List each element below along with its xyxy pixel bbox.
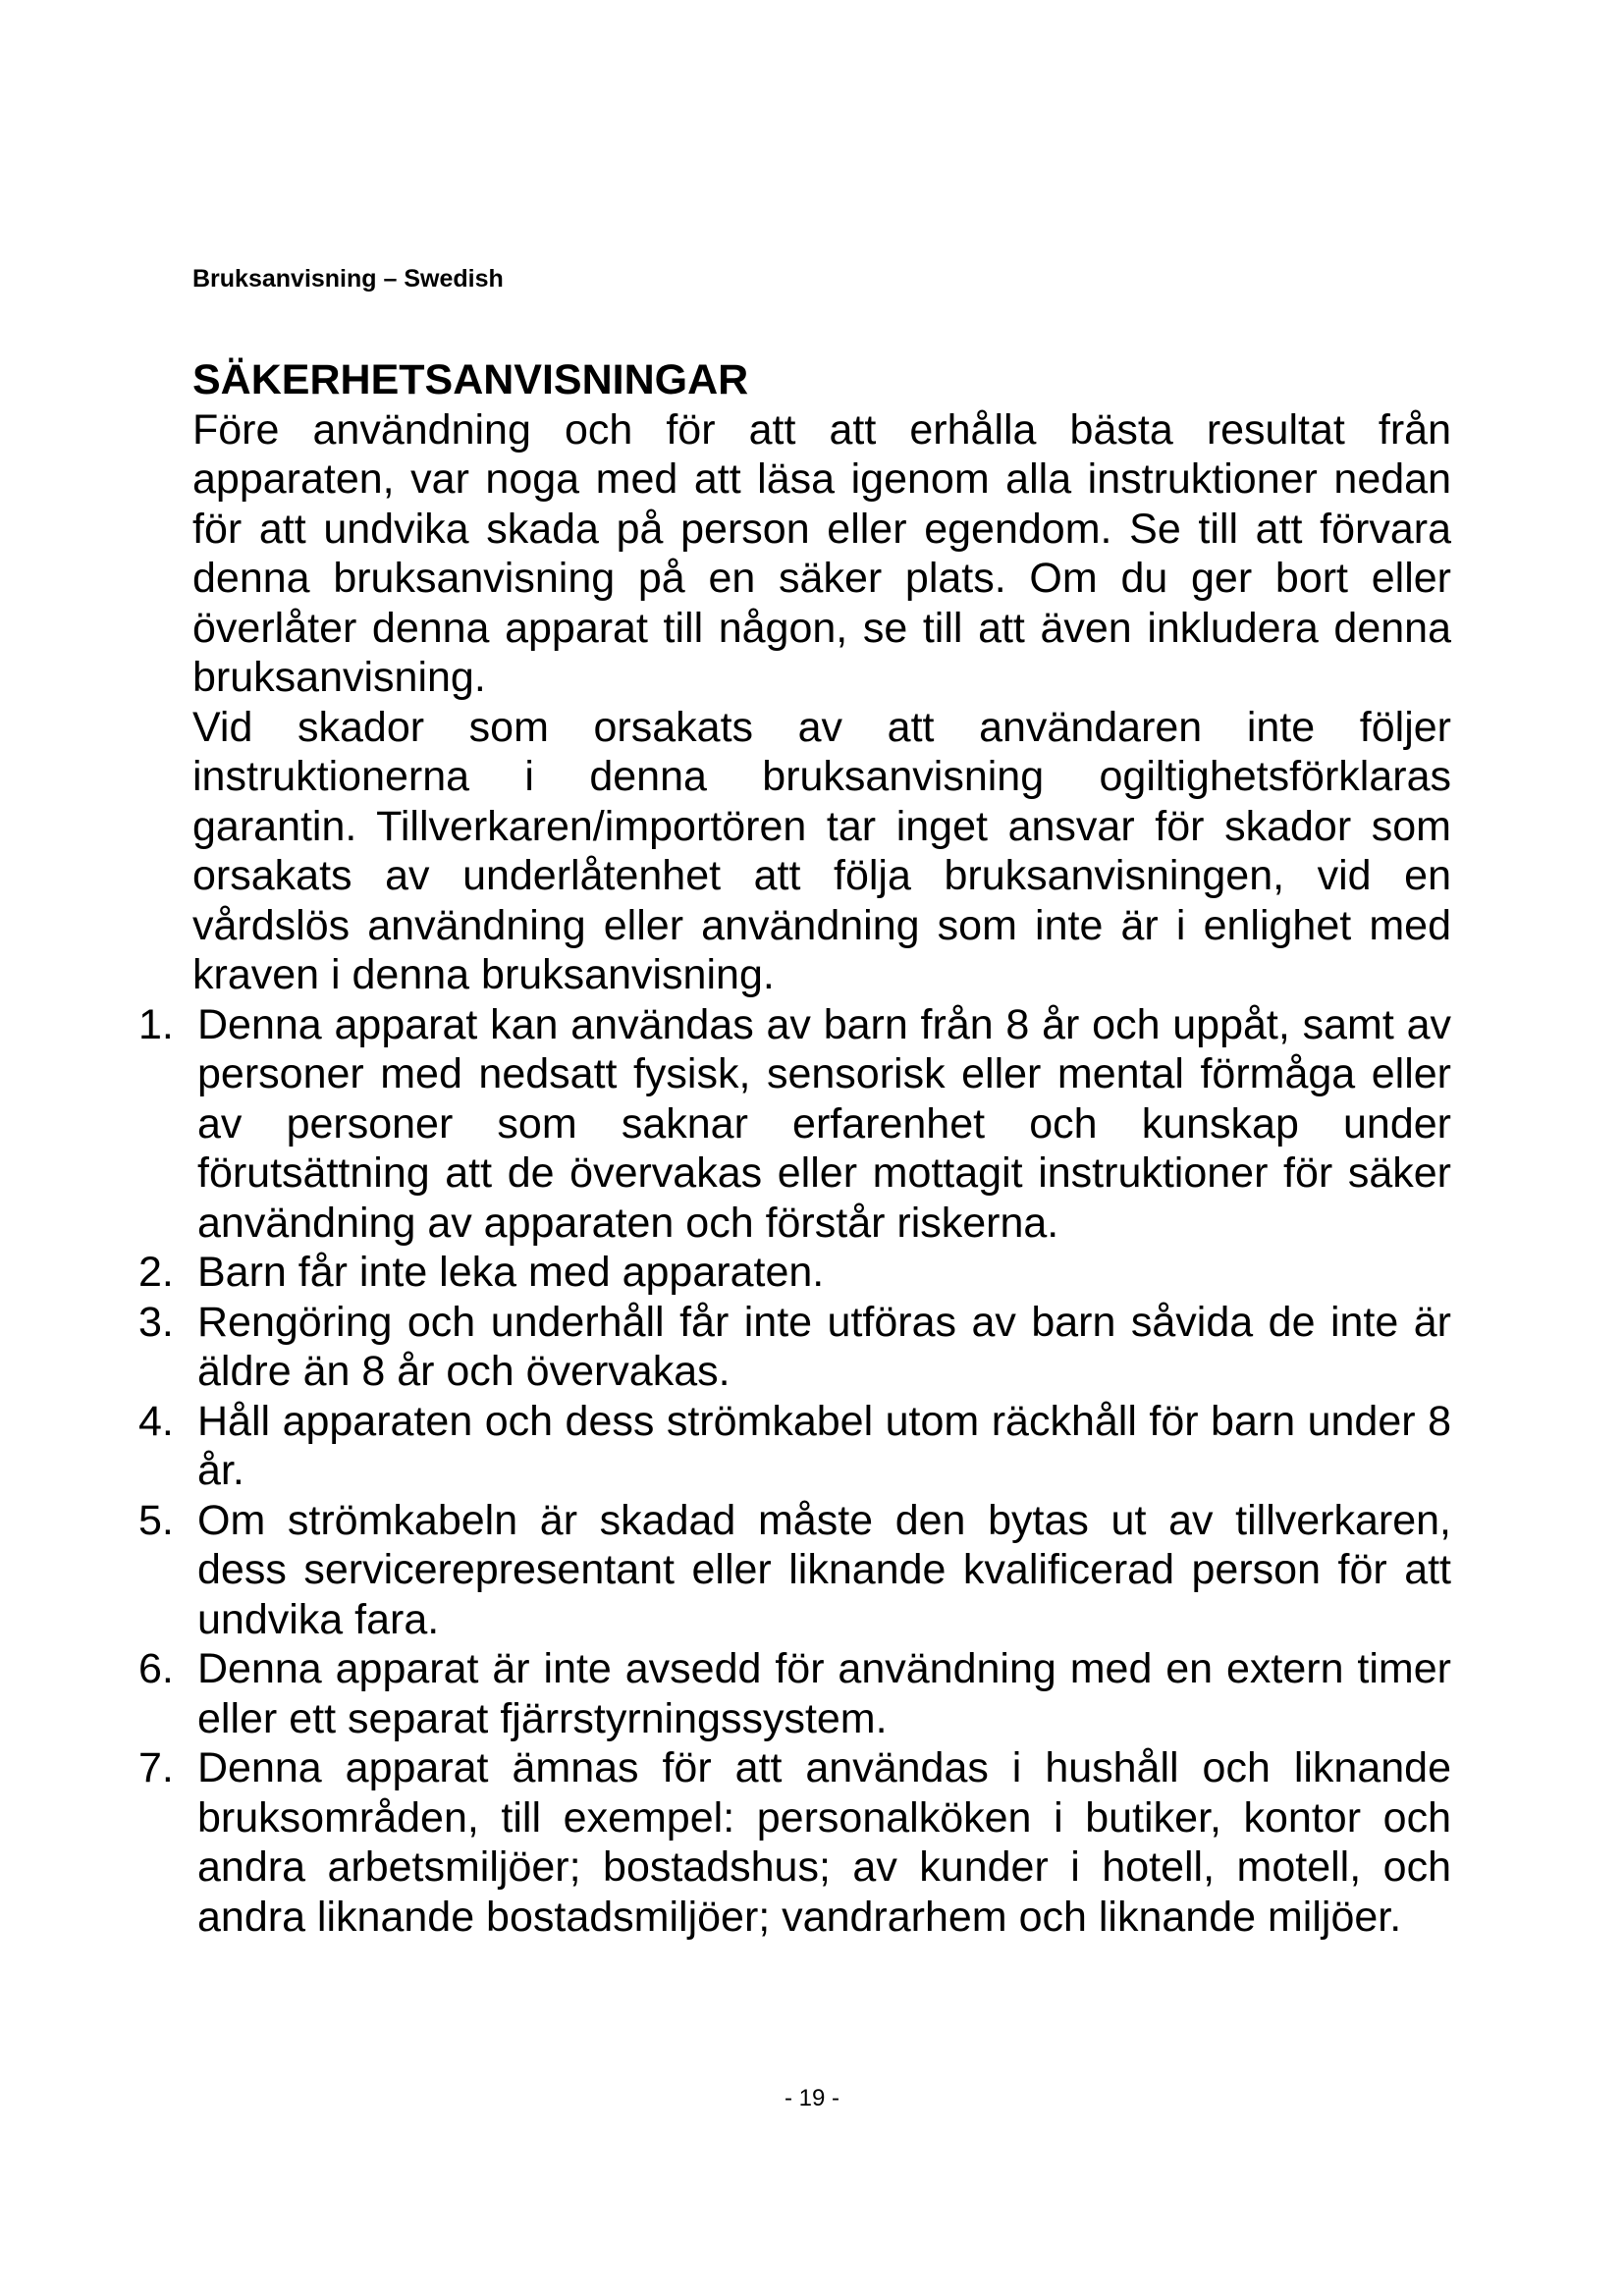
safety-section	[138, 355, 1451, 1942]
list-item-number: 2.	[138, 1249, 174, 1296]
page-number: - 19 -	[784, 2085, 839, 2111]
list-item-number: 4.	[138, 1397, 174, 1445]
list-item	[138, 1298, 1451, 1397]
list-item-text: Om strömkabeln är skadad måste den bytas ut av tillverkaren, dess servicerepresentant eller liknande kvalificerad person för att undvika fara.	[197, 1496, 1451, 1643]
list-item-number: 7.	[138, 1744, 174, 1791]
safety-instructions-list	[138, 1000, 1451, 1943]
list-item	[138, 1397, 1451, 1496]
list-item	[138, 1000, 1451, 1249]
list-item-text: Rengöring och underhåll får inte utföras av barn såvida de inte är äldre än 8 år och övervakas.	[197, 1298, 1451, 1395]
list-item-number: 3.	[138, 1298, 174, 1346]
list-item-text: Denna apparat är inte avsedd för användning med en extern timer eller ett separat fjärrstyrningssystem.	[197, 1645, 1451, 1742]
list-item-number: 5.	[138, 1496, 174, 1544]
list-item	[138, 1743, 1451, 1942]
list-item	[138, 1248, 1451, 1298]
section-title: SÄKERHETSANVISNINGAR	[192, 356, 749, 403]
list-item-text: Denna apparat ämnas för att användas i hushåll och liknande bruksområden, till exempel: personalköken i butiker, kontor och andra arbetsmiljöer; bostadshus; av kunder i hotell, motell, och andra liknande bostadsmiljöer; vandrarhem och liknande miljöer.	[197, 1744, 1451, 1941]
list-item-number: 6.	[138, 1645, 174, 1692]
list-item	[138, 1496, 1451, 1645]
list-item-text: Håll apparaten och dess strömkabel utom räckhåll för barn under 8 år.	[197, 1397, 1451, 1494]
intro-paragraph: Före användning och för att att erhålla bästa resultat från apparaten, var noga med att läsa igenom alla instruktioner nedan för att undvika skada på person eller egendom. Se till att förvara denna bruksanvisning på en säker plats. Om du ger bort eller överlåter denna apparat till någon, se till att även inkludera denna bruksanvisning.	[192, 405, 1451, 701]
warranty-paragraph: Vid skador som orsakats av att användaren inte följer instruktionerna i denna bruksanvisning ogiltighetsförklaras garantin. Tillverkaren/importören tar inget ansvar för skador som orsakats av underlåtenhet att följa bruksanvisningen, vid en vårdslös användning eller användning som inte är i enlighet med kraven i denna bruksanvisning.	[192, 703, 1451, 998]
list-item-text: Denna apparat kan användas av barn från 8 år och uppåt, samt av personer med nedsatt fysisk, sensorisk eller mental förmåga eller av personer som saknar erfarenhet och kunskap under förutsättning att de övervakas eller mottagit instruktioner för säker användning av apparaten och förstår riskerna.	[197, 1000, 1451, 1247]
document-header-label: Bruksanvisning – Swedish	[192, 265, 504, 293]
list-item-number: 1.	[138, 1000, 174, 1048]
list-item-text: Barn får inte leka med apparaten.	[197, 1249, 825, 1296]
list-item	[138, 1644, 1451, 1743]
